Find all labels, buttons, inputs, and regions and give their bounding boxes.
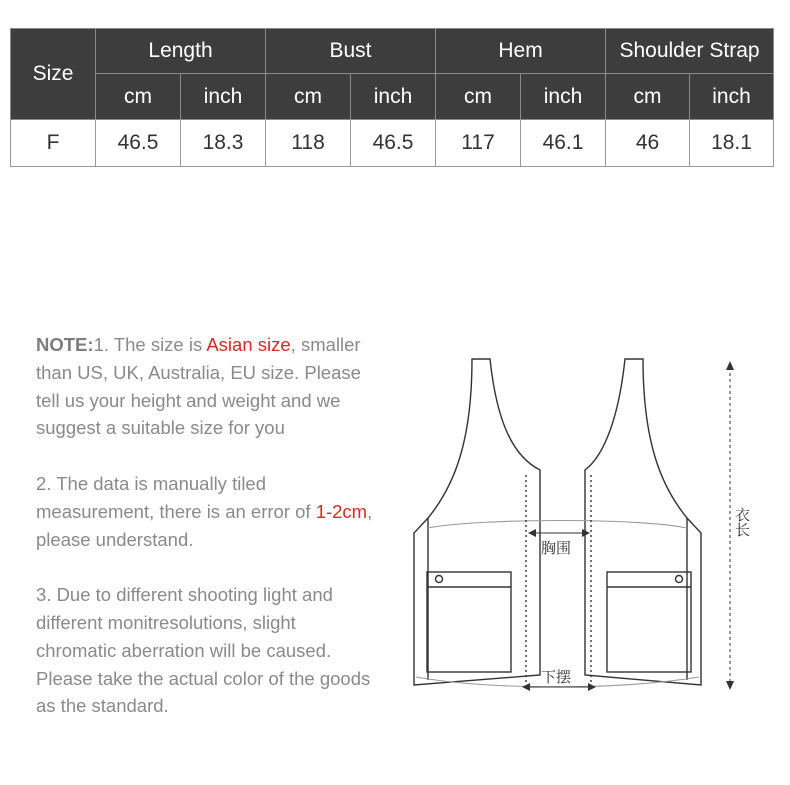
hem-label: 下摆 [541,668,572,686]
group-header-hem: Hem [436,29,606,74]
measure-arrow-icon [522,361,734,691]
value-cell: 118 [266,120,351,167]
unit-header: cm [96,74,181,120]
unit-header: cm [436,74,521,120]
size-table [10,28,774,167]
value-cell: 117 [436,120,521,167]
value-cell: 46.5 [351,120,436,167]
size-cell: F [11,120,96,167]
group-header-length: Length [96,29,266,74]
note-paragraph-1: NOTE:1. The size is Asian size, smaller than US, UK, Australia, EU size. Please tell us your height and weight and we suggest a suitable size for you [36,334,361,439]
asian-size-highlight: Asian size [206,334,291,355]
value-cell: 18.1 [690,120,774,167]
table-row [11,120,774,167]
unit-header: inch [690,74,774,120]
size-header: Size [11,29,96,120]
note-paragraph-2: 2. The data is manually tiled measurement, there is an error of 1-2cm, please understand. [36,472,373,550]
length-label: 衣长 [733,507,751,537]
bust-label: 胸围 [541,539,572,557]
unit-header: cm [606,74,690,120]
value-cell: 46.1 [521,120,606,167]
value-cell: 46.5 [96,120,181,167]
size-note [36,331,376,748]
note-paragraph-3: 3. Due to different shooting light and different monitresolutions, slight chromatic aberration will be caused. Please take the actual color of the goods as the standard. [36,584,371,717]
unit-header: inch [181,74,266,120]
vest-diagram [400,345,770,705]
value-cell: 46 [606,120,690,167]
note-label: NOTE: [36,334,94,355]
error-range-highlight: 1-2cm [315,500,368,522]
unit-header: cm [266,74,351,120]
unit-header: inch [351,74,436,120]
group-header-shoulder-strap: Shoulder Strap [606,29,774,74]
value-cell: 18.3 [181,120,266,167]
group-header-bust: Bust [266,29,436,74]
unit-header: inch [521,74,606,120]
vest-outline-icon [414,359,701,690]
